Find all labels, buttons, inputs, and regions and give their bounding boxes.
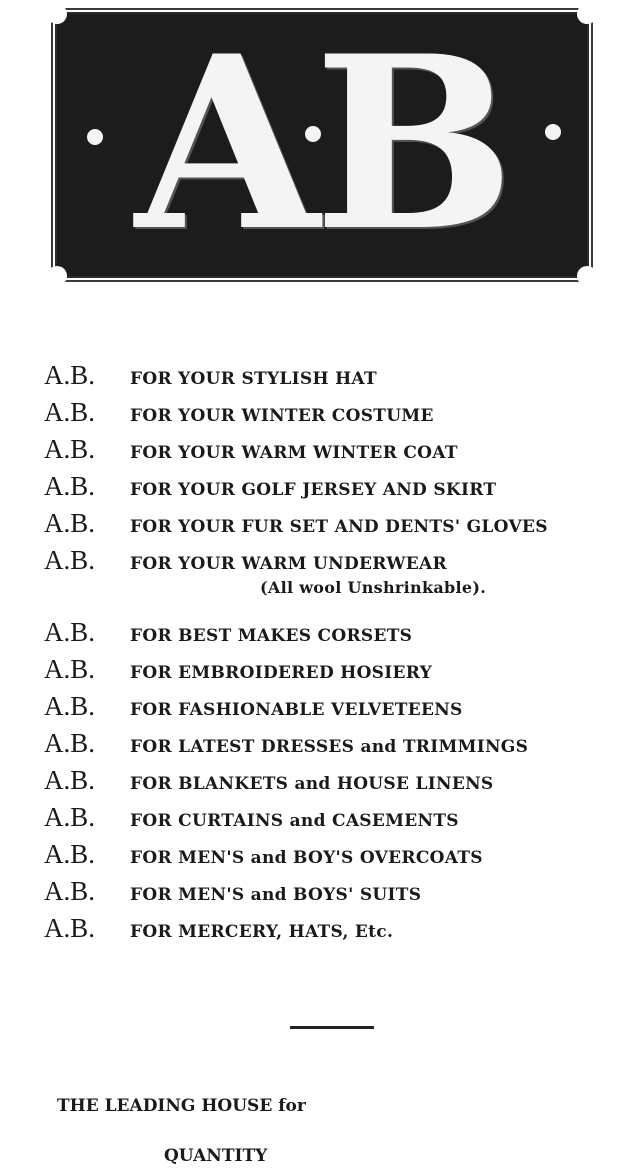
list-item: [44, 471, 624, 508]
list-item: [44, 434, 624, 471]
item-text: FOR BLANKETS and HOUSE LINENS: [130, 774, 494, 794]
list-item: [44, 545, 624, 617]
list-item: [44, 654, 624, 691]
item-list: [44, 360, 624, 950]
list-item: [44, 839, 624, 876]
item-text: FOR YOUR WINTER COSTUME: [130, 406, 434, 426]
item-prefix: A.B.: [44, 876, 96, 906]
item-prefix: A.B.: [44, 360, 96, 390]
item-prefix: A.B.: [44, 654, 96, 684]
list-item: [44, 397, 624, 434]
list-item: [44, 691, 624, 728]
ab-logo: [55, 5, 589, 284]
logo-letters: AB: [135, 5, 509, 284]
item-text: FOR BEST MAKES CORSETS: [130, 626, 413, 646]
item-text-block: [130, 554, 486, 597]
item-text: FOR MEN'S and BOY'S OVERCOATS: [130, 848, 483, 868]
item-text: FOR MEN'S and BOYS' SUITS: [130, 885, 422, 905]
divider-rule: [290, 1026, 374, 1029]
item-prefix: A.B.: [44, 765, 96, 795]
item-prefix: A.B.: [44, 617, 96, 647]
item-text: FOR YOUR GOLF JERSEY AND SKIRT: [130, 480, 497, 500]
item-prefix: A.B.: [44, 508, 96, 538]
list-item: [44, 876, 624, 913]
item-prefix: A.B.: [44, 471, 96, 501]
list-item: [44, 802, 624, 839]
item-text: FOR YOUR WARM WINTER COAT: [130, 443, 458, 463]
list-item: [44, 913, 624, 950]
item-prefix: A.B.: [44, 545, 96, 575]
item-text: FOR YOUR FUR SET AND DENTS' GLOVES: [130, 517, 548, 537]
item-prefix: A.B.: [44, 397, 96, 427]
item-text: FOR CURTAINS and CASEMENTS: [130, 811, 459, 831]
item-text: FOR YOUR STYLISH HAT: [130, 369, 377, 389]
item-text: FOR MERCERY, HATS, Etc.: [130, 922, 394, 942]
list-item: [44, 508, 624, 545]
footer-line: THE LEADING HOUSE for: [57, 1096, 306, 1116]
item-note: (All wool Unshrinkable).: [260, 578, 487, 597]
item-prefix: A.B.: [44, 839, 96, 869]
item-text: FOR FASHIONABLE VELVETEENS: [130, 700, 463, 720]
item-prefix: A.B.: [44, 691, 96, 721]
list-item: [44, 728, 624, 765]
list-item: [44, 765, 624, 802]
item-prefix: A.B.: [44, 434, 96, 464]
list-item: [44, 360, 624, 397]
item-prefix: A.B.: [44, 913, 96, 943]
item-prefix: A.B.: [44, 802, 96, 832]
item-prefix: A.B.: [44, 728, 96, 758]
item-text: FOR YOUR WARM UNDERWEAR: [130, 554, 447, 574]
item-text: FOR EMBROIDERED HOSIERY: [130, 663, 433, 683]
item-text: FOR LATEST DRESSES and TRIMMINGS: [130, 737, 529, 757]
footer-line: QUANTITY: [164, 1146, 268, 1166]
list-item: [44, 617, 624, 654]
